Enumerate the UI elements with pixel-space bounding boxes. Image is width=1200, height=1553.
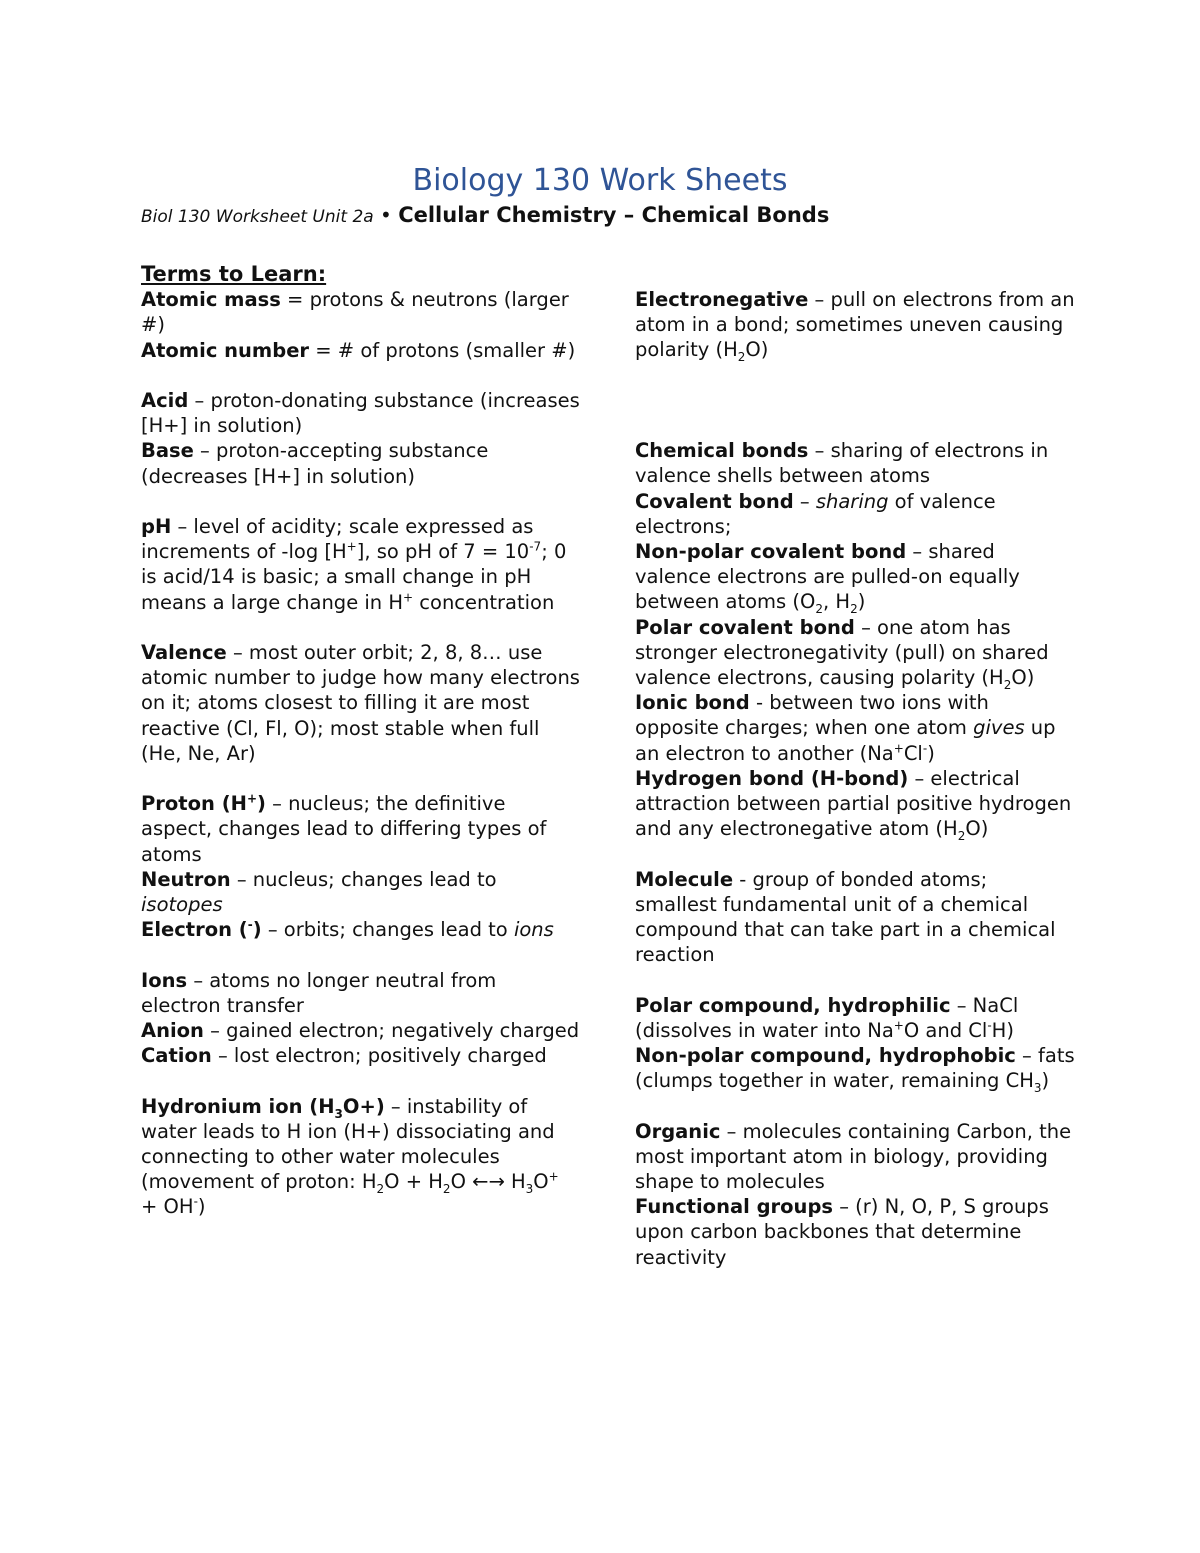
term-definition: – most outer orbit; 2, 8, 8… use atomic number to judge how many electrons on it; atoms closest to filling it are most reactive (Cl, Fl, O); most stable when full (He, Ne, Ar) <box>141 641 580 765</box>
superscript: - <box>987 1018 992 1033</box>
term-entry-proton <box>141 791 581 867</box>
term-name: Ionic bond <box>635 691 750 715</box>
term-emphasis: sharing <box>815 489 889 513</box>
term-definition: – sharing of electrons in valence shells between atoms <box>635 439 1049 488</box>
term-definition: – fats (clumps together in water, remaining CH <box>635 1044 1075 1093</box>
term-entry-cation <box>141 1043 581 1068</box>
term-entry-atomic-mass <box>141 287 581 337</box>
term-definition: O) <box>745 338 769 362</box>
term-entry-acid <box>141 388 581 438</box>
term-name-end: O+) <box>342 1094 385 1118</box>
subscript: 2 <box>850 602 858 617</box>
term-name: Atomic number <box>141 338 310 362</box>
term-name: Non-polar compound, hydrophobic <box>635 1044 1016 1068</box>
term-entry-non-polar-compound <box>635 1043 1075 1096</box>
term-entry-valence <box>141 640 581 766</box>
term-definition: ) <box>857 590 866 614</box>
subscript: 2 <box>957 829 966 844</box>
superscript: + <box>893 1018 904 1033</box>
term-name: Polar compound, hydrophilic <box>635 993 951 1017</box>
term-definition: ], so pH of 7 = 10 <box>356 540 530 564</box>
term-entry-molecule <box>635 867 1075 968</box>
term-name: Neutron <box>141 867 231 891</box>
term-definition: - group of bonded atoms; smallest fundamental unit of a chemical compound that can take part in a chemical reaction <box>635 867 1056 967</box>
term-entry-atomic-number <box>141 338 581 363</box>
term-name: Electronegative <box>635 288 809 311</box>
term-definition: , H <box>823 590 851 614</box>
term-entry-electronegative <box>635 287 1075 363</box>
term-definition: – pull on electrons from an atom in a bond; sometimes uneven causing polarity (H <box>635 288 1075 362</box>
subtitle-unit: Biol 130 Worksheet Unit 2a <box>141 207 374 227</box>
term-name-text: Proton (H <box>141 792 247 816</box>
subscript: 2 <box>1003 677 1012 692</box>
section-heading: Terms to Learn: <box>141 262 327 286</box>
term-entry-anion <box>141 1018 581 1043</box>
subtitle-bullet: • <box>373 203 399 227</box>
term-entry-base <box>141 438 581 488</box>
superscript: + <box>893 741 904 756</box>
term-definition: + OH <box>141 1195 194 1219</box>
superscript: - <box>247 917 253 932</box>
term-definition: ) <box>197 1195 206 1219</box>
term-definition: – one atom has stronger electronegativity (pull) on shared valence electrons, causing polarity (H <box>635 615 1049 689</box>
term-definition: ; 0 is acid/14 is basic; a small change in pH means a large change in H <box>141 540 567 614</box>
term-name-end: ) <box>257 792 266 816</box>
term-name: Ions <box>141 968 188 992</box>
term-definition: ) <box>927 741 935 765</box>
term-definition: – proton-accepting substance (decreases [H+] in solution) <box>141 439 489 488</box>
term-entry-ionic-bond <box>635 690 1075 766</box>
term-definition: – gained electron; negatively charged <box>203 1019 580 1043</box>
term-entry-functional-groups <box>635 1194 1075 1270</box>
superscript: - <box>193 1194 198 1209</box>
term-entry-neutron <box>141 867 581 917</box>
page-title: Biology 130 Work Sheets <box>412 163 788 198</box>
subscript: 3 <box>1033 1081 1042 1096</box>
term-definition: ) <box>1041 1069 1050 1093</box>
subscript: 2 <box>737 350 746 365</box>
term-entry-organic <box>635 1119 1075 1195</box>
term-name: Molecule <box>635 867 734 891</box>
superscript: + <box>548 1169 559 1184</box>
term-name <box>141 792 266 815</box>
term-definition: – (r) N, O, P, S groups upon carbon backbones that determine reactivity <box>635 1195 1049 1269</box>
term-entry-polar-compound <box>635 993 1075 1043</box>
term-entry-ions <box>141 968 581 1018</box>
term-definition: – level of acidity; scale expressed as increments of -log [H <box>141 515 534 564</box>
term-name: Base <box>141 439 194 463</box>
term-definition: – proton-donating substance (increases [H+] in solution) <box>141 389 580 438</box>
term-definition: – nucleus; the definitive aspect, changes lead to differing types of atoms <box>141 792 547 866</box>
term-name <box>141 918 262 941</box>
superscript: -7 <box>529 539 542 554</box>
term-name: Organic <box>635 1119 721 1143</box>
term-definition: up an electron to another (Na <box>635 716 1056 765</box>
superscript: + <box>246 791 257 806</box>
term-definition: – NaCl (dissolves in water into Na <box>635 993 1019 1042</box>
term-definition: O) <box>965 817 989 841</box>
term-entry-hydrogen-bond <box>635 766 1075 842</box>
term-definition: O ←→ H <box>450 1170 526 1194</box>
term-name: Anion <box>141 1019 204 1043</box>
term-entry-electron <box>141 917 581 942</box>
term-emphasis: isotopes <box>141 893 223 917</box>
term-name <box>141 1094 385 1121</box>
term-entry-non-polar-covalent-bond <box>635 539 1075 615</box>
term-emphasis: ions <box>513 918 554 942</box>
term-name-end: ) <box>252 918 262 942</box>
term-entry-ph <box>141 514 581 615</box>
term-definition: Cl <box>903 741 923 765</box>
term-definition: – <box>793 489 816 513</box>
term-name-text: Electron ( <box>141 918 248 942</box>
right-column <box>635 287 1075 1270</box>
term-definition: O + H <box>384 1170 443 1194</box>
subscript: 3 <box>334 1106 343 1121</box>
term-name: Functional groups <box>635 1195 834 1219</box>
term-name: Non-polar covalent bond <box>635 539 907 563</box>
term-definition: – atoms no longer neutral from electron transfer <box>141 968 497 1017</box>
term-entry-polar-covalent-bond <box>635 615 1075 691</box>
term-entry-chemical-bonds <box>635 438 1075 488</box>
term-definition: – electrical attraction between partial positive hydrogen and any electronegative atom (H <box>635 766 1072 841</box>
term-definition: – molecules containing Carbon, the most important atom in biology, providing shape to molecules <box>635 1119 1072 1194</box>
term-definition: – orbits; changes lead to <box>261 918 514 942</box>
term-definition: O) <box>1011 666 1035 689</box>
superscript: - <box>922 741 928 756</box>
term-name: pH <box>141 515 172 538</box>
term-name-text: Hydronium ion (H <box>141 1094 335 1118</box>
subscript: 3 <box>525 1182 534 1197</box>
term-definition: concentration <box>413 590 555 614</box>
term-name: Hydrogen bond (H-bond) <box>635 766 909 790</box>
superscript: + <box>346 539 357 554</box>
left-column <box>141 262 581 1220</box>
term-name: Acid <box>141 389 189 412</box>
subtitle-topic: Cellular Chemistry – Chemical Bonds <box>398 203 830 227</box>
term-name: Chemical bonds <box>635 439 809 463</box>
term-definition: O <box>533 1170 549 1194</box>
term-name: Covalent bond <box>635 489 794 513</box>
subscript: 2 <box>376 1182 385 1197</box>
term-definition: = # of protons (smaller #) <box>309 338 576 362</box>
term-entry-hydronium-ion <box>141 1094 581 1220</box>
term-definition: – lost electron; positively charged <box>211 1044 547 1068</box>
term-name: Polar covalent bond <box>635 615 855 639</box>
term-definition: = protons & neutrons (larger #) <box>141 288 569 337</box>
subscript: 2 <box>442 1182 451 1197</box>
subscript: 2 <box>815 602 823 617</box>
superscript: + <box>403 590 414 605</box>
term-definition: - between two ions with opposite charges; when one atom <box>635 691 989 740</box>
term-name: Valence <box>141 641 227 664</box>
term-definition: – shared valence electrons are pulled-on equally between atoms (O <box>635 539 1020 614</box>
term-entry-covalent-bond <box>635 489 1075 539</box>
term-definition: of valence electrons; <box>635 489 996 538</box>
term-definition: O and Cl <box>903 1018 988 1042</box>
term-definition: – instability of water leads to H ion (H+) dissociating and connecting to other water molecules (movement of proton: H <box>141 1094 555 1194</box>
worksheet-subtitle <box>141 203 1141 227</box>
term-name: Cation <box>141 1044 212 1068</box>
term-emphasis: gives <box>973 716 1025 740</box>
term-definition: H) <box>991 1018 1014 1042</box>
term-name: Atomic mass <box>141 288 281 312</box>
term-definition: – nucleus; changes lead to <box>230 867 497 891</box>
